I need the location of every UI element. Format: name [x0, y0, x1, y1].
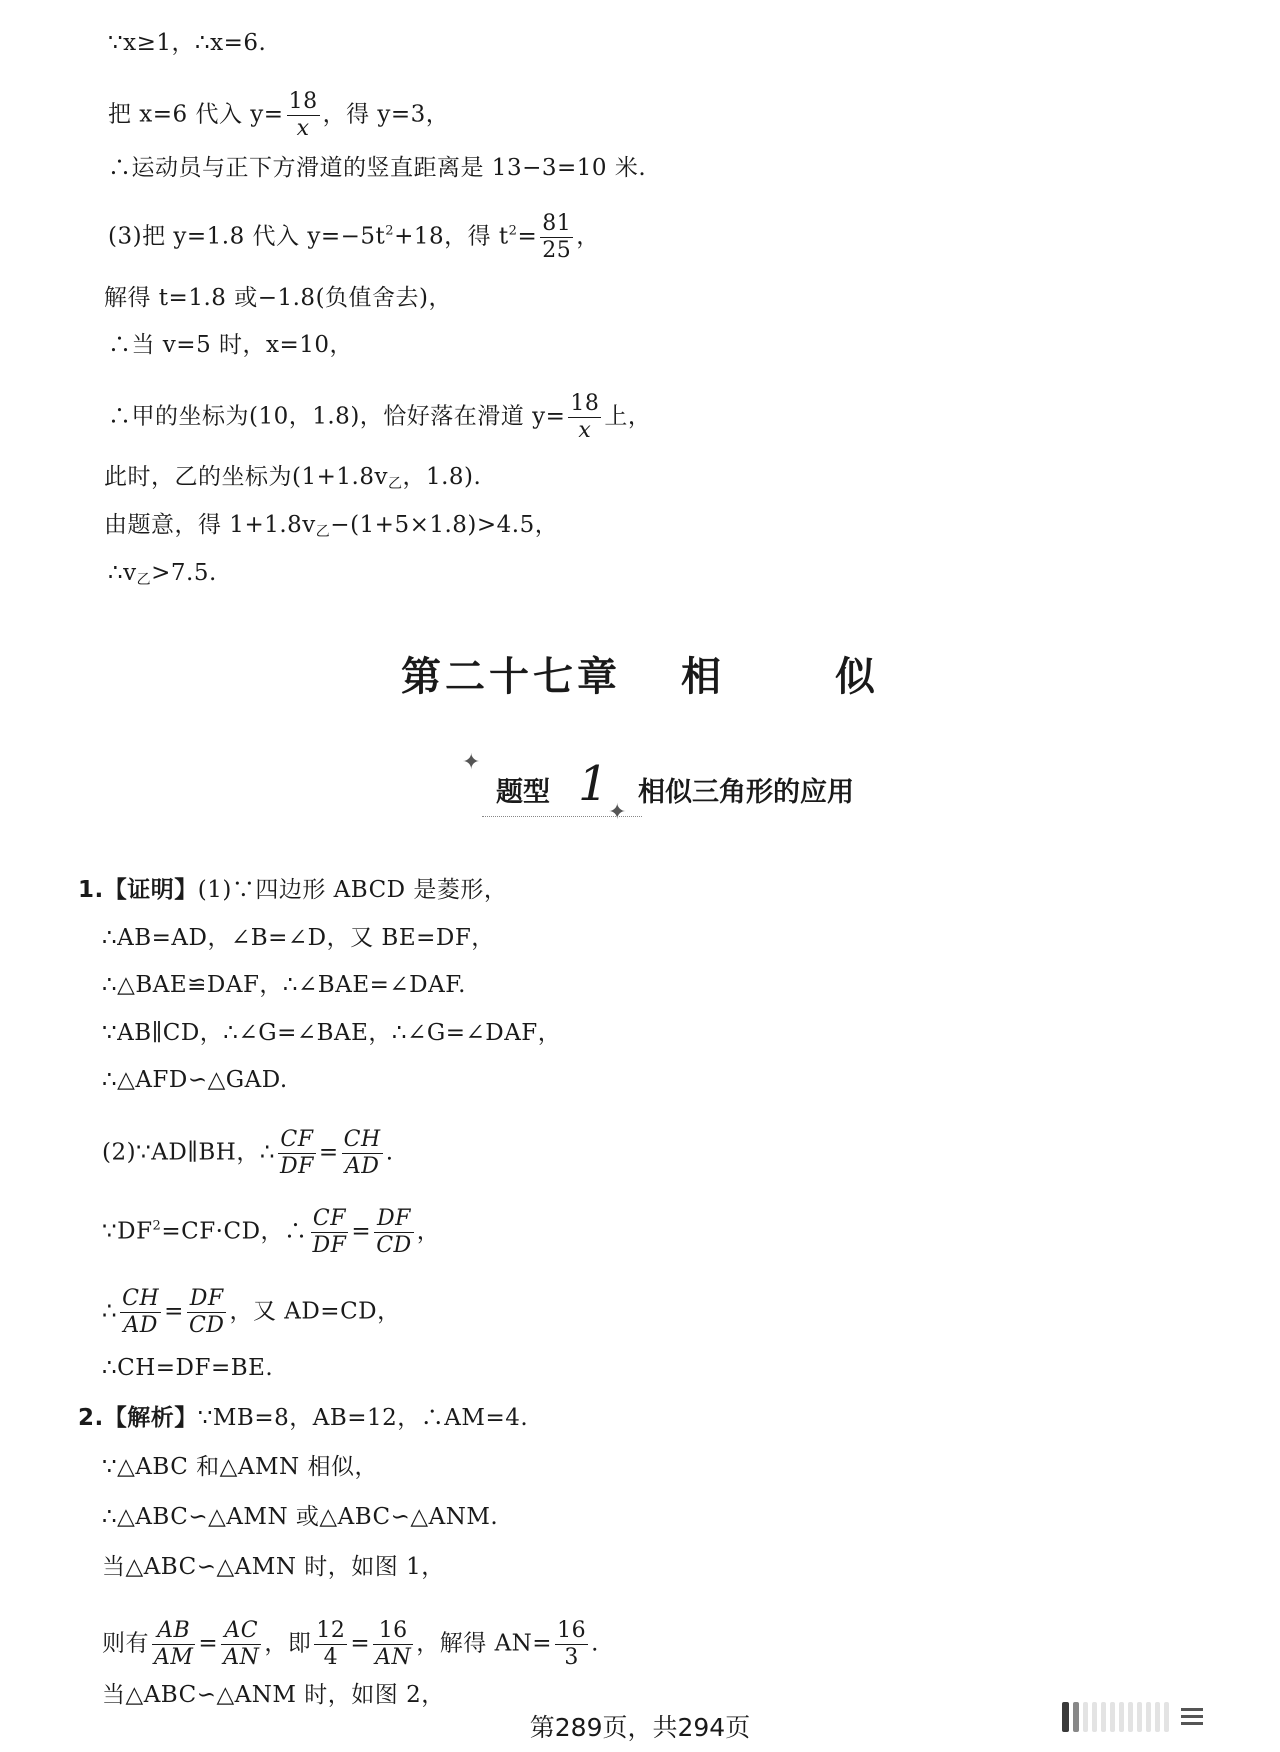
text: = [164, 1298, 184, 1325]
fraction [555, 1619, 588, 1670]
text: ∴运动员与正下方滑道的竖直距离是 13−3=10 米. [108, 155, 647, 181]
chapter-number: 第二十七章 [401, 654, 621, 700]
denominator: AN [223, 1645, 260, 1670]
fraction [187, 1287, 226, 1338]
question-line [78, 1403, 528, 1433]
fraction [120, 1287, 161, 1338]
chapter-title [0, 645, 1280, 702]
solution-line [102, 1353, 273, 1383]
solution-line [108, 330, 353, 360]
text: ∴△BAE≌DAF，∴∠BAE=∠DAF. [102, 972, 466, 998]
numerator: CF [311, 1207, 349, 1233]
text: ∴当 v=5 时，x=10， [108, 332, 354, 358]
superscript: 2 [385, 223, 395, 239]
solution-line [102, 1552, 445, 1582]
solution-line [102, 923, 495, 953]
solution-line [104, 283, 452, 313]
text: 解得 t=1.8 或−1.8(负值舍去)， [104, 285, 453, 311]
text: ，即 [264, 1630, 312, 1657]
text: ∴v [108, 560, 137, 586]
fraction [540, 212, 573, 263]
text: ∴△ABC∽△AMN 或△ABC∽△ANM. [102, 1504, 499, 1530]
text: ∵△ABC 和△AMN 相似， [102, 1454, 378, 1480]
text: = [198, 1630, 219, 1657]
fraction [342, 1128, 383, 1179]
thumbnail-marker[interactable] [1073, 1702, 1079, 1732]
fraction [278, 1128, 316, 1179]
thumbnail-marker[interactable] [1137, 1702, 1142, 1732]
sparkle-icon: ✦ [608, 800, 627, 825]
thumbnail-marker[interactable] [1164, 1702, 1169, 1732]
denominator: x [296, 116, 310, 141]
text: ∵DF [102, 1218, 153, 1245]
text: (2)∵AD∥BH，∴ [102, 1139, 275, 1166]
chapter-name-char: 相 [681, 654, 725, 700]
solution-line [104, 510, 558, 547]
subscript: 乙 [136, 572, 152, 588]
numerator: 81 [542, 211, 572, 236]
numerator: AB [152, 1619, 195, 1645]
denominator: CD [188, 1313, 225, 1338]
solution-line [102, 1680, 445, 1710]
numerator: CH [122, 1286, 160, 1311]
fraction [287, 90, 320, 141]
thumbnail-marker[interactable] [1128, 1702, 1133, 1732]
text: 当△ABC∽△AMN 时，如图 1， [102, 1554, 445, 1580]
fraction [152, 1619, 195, 1670]
solution-line [102, 970, 466, 1000]
denominator: DF [279, 1154, 314, 1179]
solution-line [102, 1287, 401, 1338]
numerator: 16 [373, 1619, 413, 1645]
denominator: AN [375, 1645, 412, 1670]
text: ∵MB=8，AB=12，∴AM=4. [197, 1405, 529, 1431]
topic-heading [462, 750, 900, 825]
decorative-rule [482, 816, 642, 817]
solution-line [108, 90, 449, 141]
text: = [318, 1139, 339, 1166]
text: ，解得 AN= [416, 1630, 553, 1657]
numerator: DF [374, 1207, 413, 1233]
numerator: CF [278, 1128, 316, 1154]
numerator: AC [221, 1619, 261, 1645]
solution-line [108, 28, 266, 58]
numerator: DF [187, 1287, 226, 1313]
text: 把 x=6 代入 y= [108, 101, 284, 128]
denominator: 3 [564, 1645, 579, 1670]
topic-title: 相似三角形的应用 [638, 777, 854, 808]
text: ， [576, 223, 600, 250]
fraction [568, 392, 601, 443]
numerator: 12 [316, 1618, 346, 1643]
text: ，1.8). [402, 464, 482, 490]
text: ， [416, 1218, 441, 1245]
denominator: AD [344, 1154, 380, 1179]
text: 上， [604, 403, 652, 430]
text: ∴AB=AD，∠B=∠D，又 BE=DF， [102, 925, 495, 951]
fraction [311, 1207, 349, 1258]
topic-number: 1 [578, 756, 609, 812]
text: . [591, 1630, 599, 1657]
text: = [350, 1630, 371, 1657]
text: ∵x≥1，∴x=6. [108, 30, 267, 56]
fraction [314, 1619, 347, 1670]
solution-line [102, 1065, 288, 1095]
denominator: DF [312, 1233, 347, 1258]
denominator: CD [376, 1233, 412, 1258]
solution-line [102, 1207, 440, 1258]
denominator: x [578, 418, 592, 443]
solution-line [102, 1018, 561, 1048]
thumbnail-marker[interactable] [1062, 1702, 1069, 1732]
text: ，又 AD=CD， [229, 1298, 401, 1325]
thumbnail-marker[interactable] [1092, 1702, 1097, 1732]
text: ∵AB∥CD，∴∠G=∠BAE，∴∠G=∠DAF， [102, 1020, 562, 1046]
text: 此时，乙的坐标为(1+1.8v [104, 464, 388, 490]
fraction [373, 1619, 413, 1670]
fraction [374, 1207, 413, 1258]
subscript: 乙 [387, 476, 403, 492]
question-line [78, 875, 507, 905]
numerator: 16 [557, 1618, 587, 1643]
thumbnail-marker[interactable] [1101, 1702, 1106, 1732]
page-indicator: 第289页，共294页 [529, 1713, 751, 1742]
solution-line [104, 462, 481, 499]
denominator: AM [154, 1645, 194, 1670]
text: −(1+5×1.8)>4.5， [330, 512, 559, 538]
text: (3)把 y=1.8 代入 y=−5t [108, 223, 386, 250]
sparkle-icon: ✦ [462, 750, 481, 775]
text: 由题意，得 1+1.8v [104, 512, 316, 538]
text: >7.5. [151, 560, 217, 586]
denominator: 4 [323, 1645, 339, 1670]
text: = [351, 1218, 372, 1245]
denominator: 25 [542, 238, 572, 263]
solution-line [102, 1452, 378, 1482]
topic-label: 题型 [496, 777, 550, 808]
solution-line [108, 212, 600, 263]
solution-line [108, 153, 646, 183]
menu-icon[interactable] [1179, 1705, 1205, 1729]
superscript: 2 [508, 223, 518, 239]
text: ∴CH=DF=BE. [102, 1355, 274, 1381]
solution-line [102, 1128, 394, 1179]
solution-line [108, 392, 651, 443]
text: ∴甲的坐标为(10，1.8)，恰好落在滑道 y= [108, 403, 566, 430]
question-tag: 1.【证明】 [78, 877, 198, 903]
superscript: 2 [152, 1218, 162, 1234]
numerator: 18 [570, 391, 600, 416]
text: ，得 y=3， [322, 101, 450, 128]
solution-line [102, 1502, 498, 1532]
thumbnail-marker[interactable] [1110, 1702, 1115, 1732]
question-tag: 2.【解析】 [78, 1405, 198, 1431]
solution-line [102, 1619, 599, 1670]
text: ∴ [102, 1298, 118, 1325]
fraction [221, 1619, 261, 1670]
text: = [517, 223, 538, 250]
subscript: 乙 [315, 524, 331, 540]
text: 当△ABC∽△ANM 时，如图 2， [102, 1682, 445, 1708]
thumbnail-marker[interactable] [1146, 1702, 1151, 1732]
text: (1)∵四边形 ABCD 是菱形， [197, 877, 508, 903]
numerator: 18 [288, 89, 318, 114]
thumbnail-marker[interactable] [1155, 1702, 1160, 1732]
text: =CF·CD，∴ [161, 1218, 308, 1245]
page-thumbnail-strip[interactable] [1062, 1702, 1205, 1732]
text: 则有 [102, 1630, 149, 1657]
denominator: AD [123, 1313, 158, 1338]
chapter-name-char: 似 [835, 654, 879, 700]
thumbnail-marker[interactable] [1119, 1702, 1124, 1732]
numerator: CH [343, 1127, 381, 1152]
text: ∴△AFD∽△GAD. [102, 1067, 288, 1093]
thumbnail-marker[interactable] [1083, 1702, 1088, 1732]
text: . [385, 1139, 394, 1166]
solution-line [108, 558, 217, 595]
text: +18，得 t [394, 223, 509, 250]
